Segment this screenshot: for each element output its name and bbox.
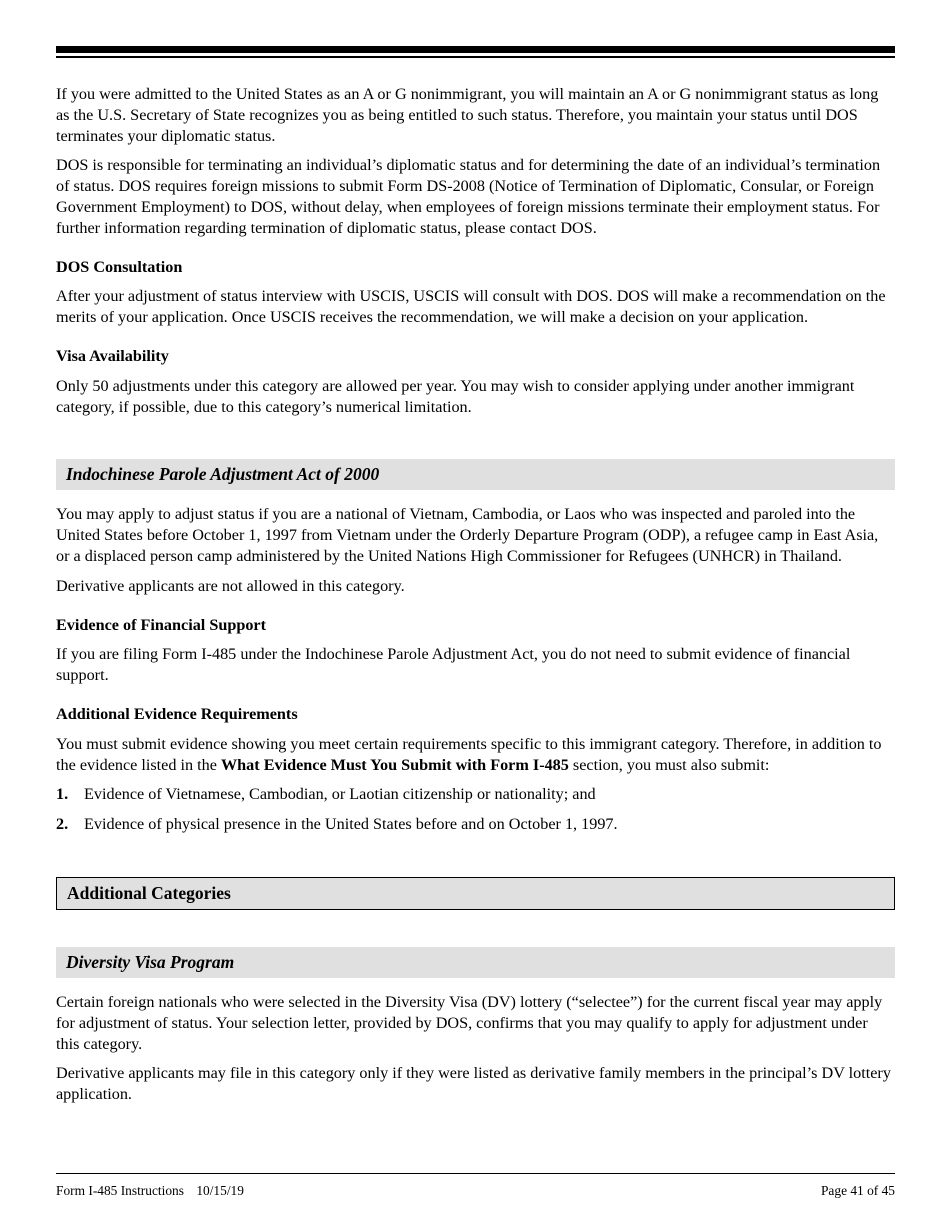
list-item-text: Evidence of physical presence in the United States before and on October 1, 1997.	[84, 815, 618, 834]
intro-paragraph-2: DOS is responsible for terminating an individual’s diplomatic status and for determining the date of an individual’s termination of status. DOS requires foreign missions to submit Form DS-2008 (Notice of Termination of Diplomatic, Consular, or Foreign Government Employment) to DOS, without delay, when employees of foreign missions terminate their employment status. For further information regarding termination of diplomatic status, please contact DOS.	[56, 156, 881, 237]
visa-availability-text: Only 50 adjustments under this category are allowed per year. You may wish to consider applying under another immigrant category, if possible, due to this category’s numerical limitation.	[56, 376, 855, 416]
additional-evidence-text-b: section, you must also submit:	[568, 755, 770, 774]
document-page	[56, 46, 895, 1105]
additional-categories-title: Additional Categories	[56, 877, 895, 910]
page-footer	[56, 1173, 895, 1199]
dos-consultation-text: After your adjustment of status interview with USCIS, USCIS will consult with DOS. DOS will make a recommendation on the merits of your application. Once USCIS receives the recommendation, we will make a decision on your application.	[56, 287, 886, 327]
additional-evidence-text	[56, 734, 895, 776]
diversity-section-title: Diversity Visa Program	[56, 947, 895, 978]
indochinese-paragraph-2: Derivative applicants are not allowed in this category.	[56, 576, 405, 595]
list-item-number: 1.	[56, 785, 69, 804]
diversity-paragraph-2: Derivative applicants may file in this category only if they were listed as derivative family members in the principal’s DV lottery application.	[56, 1064, 891, 1104]
top-rule-thin	[56, 56, 895, 58]
top-rule-thick	[56, 46, 895, 53]
footer-form-date: 10/15/19	[196, 1183, 244, 1198]
indochinese-paragraph-1: You may apply to adjust status if you are a national of Vietnam, Cambodia, or Laos who was inspected and paroled into the United States before October 1, 1997 from Vietnam under the Orderly Departure Program (ODP), a refugee camp in East Asia, or a displaced person camp administered by the United Nations High Commissioner for Refugees (UNHCR) in Thailand.	[56, 505, 879, 565]
list-item-number: 2.	[56, 815, 69, 834]
evidence-list-item	[56, 784, 895, 805]
financial-support-text: If you are filing Form I-485 under the Indochinese Parole Adjustment Act, you do not need to submit evidence of financial support.	[56, 645, 851, 685]
indochinese-section-title: Indochinese Parole Adjustment Act of 2000	[56, 459, 895, 490]
footer-form-name: Form I-485 Instructions	[56, 1183, 184, 1198]
additional-evidence-heading: Additional Evidence Requirements	[56, 704, 298, 723]
additional-evidence-text-a: You must submit evidence showing you meet certain requirements specific to this immigrant category. Therefore, in addition to the evidence listed in the	[56, 734, 882, 774]
evidence-list-item	[56, 814, 895, 835]
financial-support-heading: Evidence of Financial Support	[56, 615, 267, 634]
footer-page-number: Page 41 of 45	[820, 1183, 895, 1198]
diversity-paragraph-1: Certain foreign nationals who were selected in the Diversity Visa (DV) lottery (“selectee”) for the current fiscal year may apply for adjustment of status. Your selection letter, provided by DOS, confirms that you may qualify to apply for adjustment under this category.	[56, 992, 883, 1053]
visa-availability-heading: Visa Availability	[56, 346, 169, 365]
additional-evidence-text-bold: What Evidence Must You Submit with Form I-485	[220, 755, 569, 774]
footer-form-info	[56, 1183, 244, 1199]
dos-consultation-heading: DOS Consultation	[56, 257, 183, 276]
intro-paragraph-1: If you were admitted to the United States as an A or G nonimmigrant, you will maintain an A or G nonimmigrant status as long as the U.S. Secretary of State recognizes you as being entitled to such status. Therefore, you maintain your status until DOS terminates your diplomatic status.	[56, 85, 879, 145]
list-item-text: Evidence of Vietnamese, Cambodian, or Laotian citizenship or nationality; and	[84, 785, 596, 804]
